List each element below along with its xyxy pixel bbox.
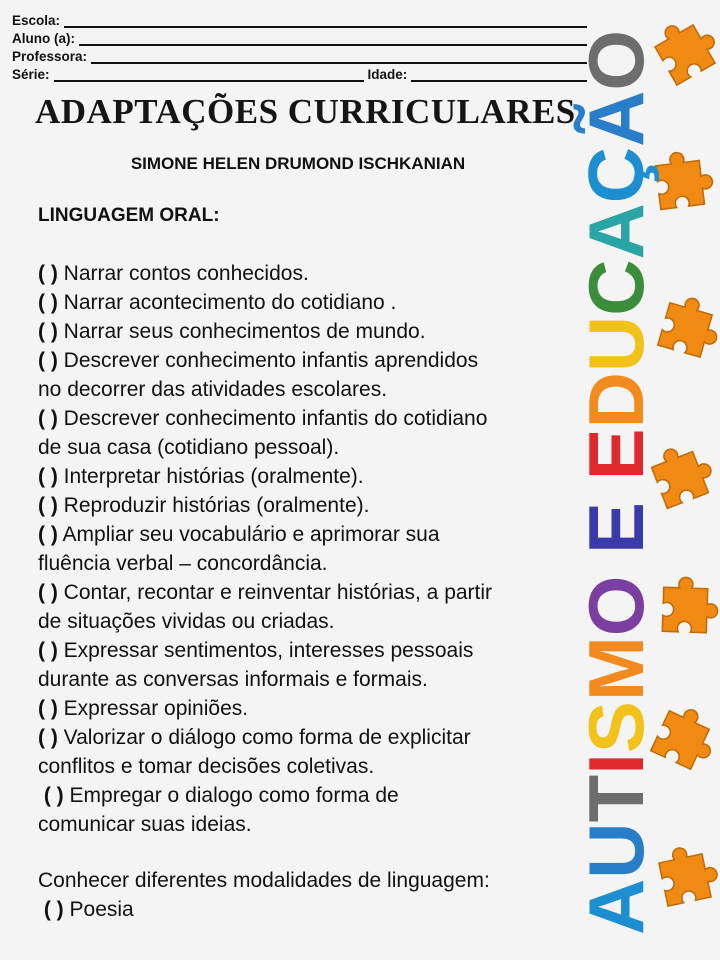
item-first-line — [38, 288, 578, 317]
checklist-item[interactable] — [38, 578, 578, 636]
checkbox[interactable]: ( ) — [43, 784, 64, 807]
item-continuation-line — [38, 607, 578, 636]
checkbox[interactable]: ( ) — [38, 494, 58, 517]
item-first-line — [38, 781, 578, 810]
item-first-line — [38, 317, 578, 346]
professora-label: Professora: — [12, 49, 88, 64]
logo-letter: I — [572, 753, 660, 775]
item-first-line — [38, 404, 578, 433]
logo-letter: D — [572, 372, 660, 429]
logo-letter: T — [572, 774, 660, 823]
logo-letter: Ã — [572, 90, 660, 147]
item-text: Narrar contos conhecidos. — [63, 262, 309, 285]
item-continuation-line — [38, 433, 578, 462]
item-text: conflitos e tomar decisões coletivas. — [38, 755, 375, 778]
puzzle-piece-icon — [650, 10, 720, 85]
checklist-item[interactable] — [38, 317, 578, 346]
item-text: Expressar opiniões. — [63, 697, 249, 720]
logo-text — [572, 30, 660, 935]
professora-row — [12, 46, 587, 64]
checkbox[interactable]: ( ) — [38, 465, 58, 488]
checklist-item[interactable] — [38, 346, 578, 404]
item-continuation-line — [38, 549, 578, 578]
logo-letter: M — [572, 636, 660, 702]
checkbox[interactable]: ( ) — [38, 726, 58, 749]
item-text: Descrever conhecimento infantis aprendidos — [63, 349, 479, 372]
item-text: no decorrer das atividades escolares. — [38, 378, 388, 401]
logo-letter: A — [572, 203, 660, 260]
item-text: de situações vividas ou criadas. — [38, 610, 335, 633]
item-first-line — [38, 636, 578, 665]
item-continuation-line — [38, 375, 578, 404]
logo-letter: O — [572, 575, 660, 637]
checklist-item[interactable] — [38, 491, 578, 520]
item-continuation-line — [38, 665, 578, 694]
item-first-line — [38, 578, 578, 607]
checkbox[interactable]: ( ) — [38, 262, 58, 285]
item-text: Narrar acontecimento do cotidiano . — [63, 291, 397, 314]
item-text: Empregar o dialogo como forma de — [69, 784, 399, 807]
aluno-label: Aluno (a): — [12, 31, 75, 46]
item-first-line — [38, 491, 578, 520]
footer-text: Conhecer diferentes modalidades de linguagem: — [38, 869, 490, 892]
checklist-item[interactable] — [38, 462, 578, 491]
checklist-item[interactable] — [38, 781, 578, 839]
item-text: Ampliar seu vocabulário e aprimorar sua — [62, 523, 440, 546]
checklist-item[interactable] — [38, 520, 578, 578]
checklist-item[interactable] — [38, 636, 578, 694]
checklist-item[interactable] — [38, 404, 578, 462]
puzzle-piece-icon — [657, 841, 720, 906]
checkbox[interactable]: ( ) — [38, 697, 58, 720]
idade-label: Idade: — [367, 67, 408, 82]
checkbox[interactable]: ( ) — [43, 898, 64, 921]
item-text: Reproduzir histórias (oralmente). — [63, 494, 370, 517]
logo-letter: E — [572, 501, 660, 554]
item-text: Valorizar o diálogo como forma de explicitar — [63, 726, 471, 749]
item-text: comunicar suas ideias. — [38, 813, 252, 836]
logo-letter — [572, 554, 660, 576]
section-title: LINGUAGEM ORAL: — [38, 205, 220, 226]
item-first-line — [38, 694, 578, 723]
aluno-row — [12, 28, 587, 46]
skills-checklist — [38, 259, 578, 839]
escola-label: Escola: — [12, 13, 61, 28]
serie-label: Série: — [12, 67, 50, 82]
checkbox[interactable]: ( ) — [38, 320, 58, 343]
checklist-item[interactable] — [38, 288, 578, 317]
logo-letter: S — [572, 701, 660, 754]
footer-checklist-item[interactable] — [38, 895, 578, 924]
puzzle-piece-icon — [658, 293, 720, 361]
item-text: fluência verbal – concordância. — [38, 552, 328, 575]
escola-line[interactable] — [64, 14, 587, 28]
item-text: durante as conversas informais e formais. — [38, 668, 428, 691]
footer-section — [38, 866, 578, 924]
idade-line[interactable] — [411, 68, 587, 82]
item-first-line — [38, 259, 578, 288]
item-first-line — [38, 462, 578, 491]
item-text: Contar, recontar e reinventar histórias, a partir — [63, 581, 493, 604]
aluno-line[interactable] — [79, 32, 587, 46]
checkbox[interactable]: ( ) — [38, 581, 58, 604]
professora-line[interactable] — [91, 50, 587, 64]
item-text: Expressar sentimentos, interesses pessoais — [63, 639, 474, 662]
logo-letter: Ç — [572, 146, 660, 204]
checklist-item[interactable] — [38, 723, 578, 781]
puzzle-piece-icon — [651, 701, 720, 774]
checkbox[interactable]: ( ) — [38, 291, 58, 314]
checklist-item[interactable] — [38, 259, 578, 288]
logo-letter — [572, 480, 660, 502]
logo-letter: U — [572, 822, 660, 879]
item-continuation-line — [38, 810, 578, 839]
logo-letter: O — [572, 29, 660, 91]
item-text: Interpretar histórias (oralmente). — [63, 465, 364, 488]
item-first-line — [38, 346, 578, 375]
autismo-educacao-logo — [572, 0, 720, 960]
item-text: Descrever conhecimento infantis do cotidiano — [63, 407, 488, 430]
page-title: ADAPTAÇÕES CURRICULARES — [35, 92, 576, 131]
escola-row — [12, 10, 587, 28]
form-header — [12, 10, 587, 82]
puzzle-piece-icon — [654, 149, 715, 210]
logo-letter: A — [572, 878, 660, 935]
checklist-item[interactable] — [38, 694, 578, 723]
checkbox[interactable]: ( ) — [38, 639, 58, 662]
item-continuation-line — [38, 752, 578, 781]
checkbox[interactable]: ( ) — [38, 349, 58, 372]
item-text: Narrar seus conhecimentos de mundo. — [63, 320, 426, 343]
logo-letter: U — [572, 315, 660, 373]
item-text: Poesia — [69, 898, 134, 921]
item-text: de sua casa (cotidiano pessoal). — [38, 436, 340, 459]
serie-row — [12, 64, 587, 82]
checkbox[interactable]: ( ) — [38, 407, 58, 430]
item-first-line — [38, 723, 578, 752]
checkbox[interactable]: ( ) — [38, 523, 58, 546]
logo-letter: C — [572, 259, 660, 316]
puzzle-piece-icon — [662, 577, 718, 633]
item-first-line — [38, 520, 578, 549]
serie-line[interactable] — [54, 68, 364, 82]
author-name: SIMONE HELEN DRUMOND ISCHKANIAN — [130, 154, 466, 173]
logo-letter: E — [572, 428, 660, 481]
